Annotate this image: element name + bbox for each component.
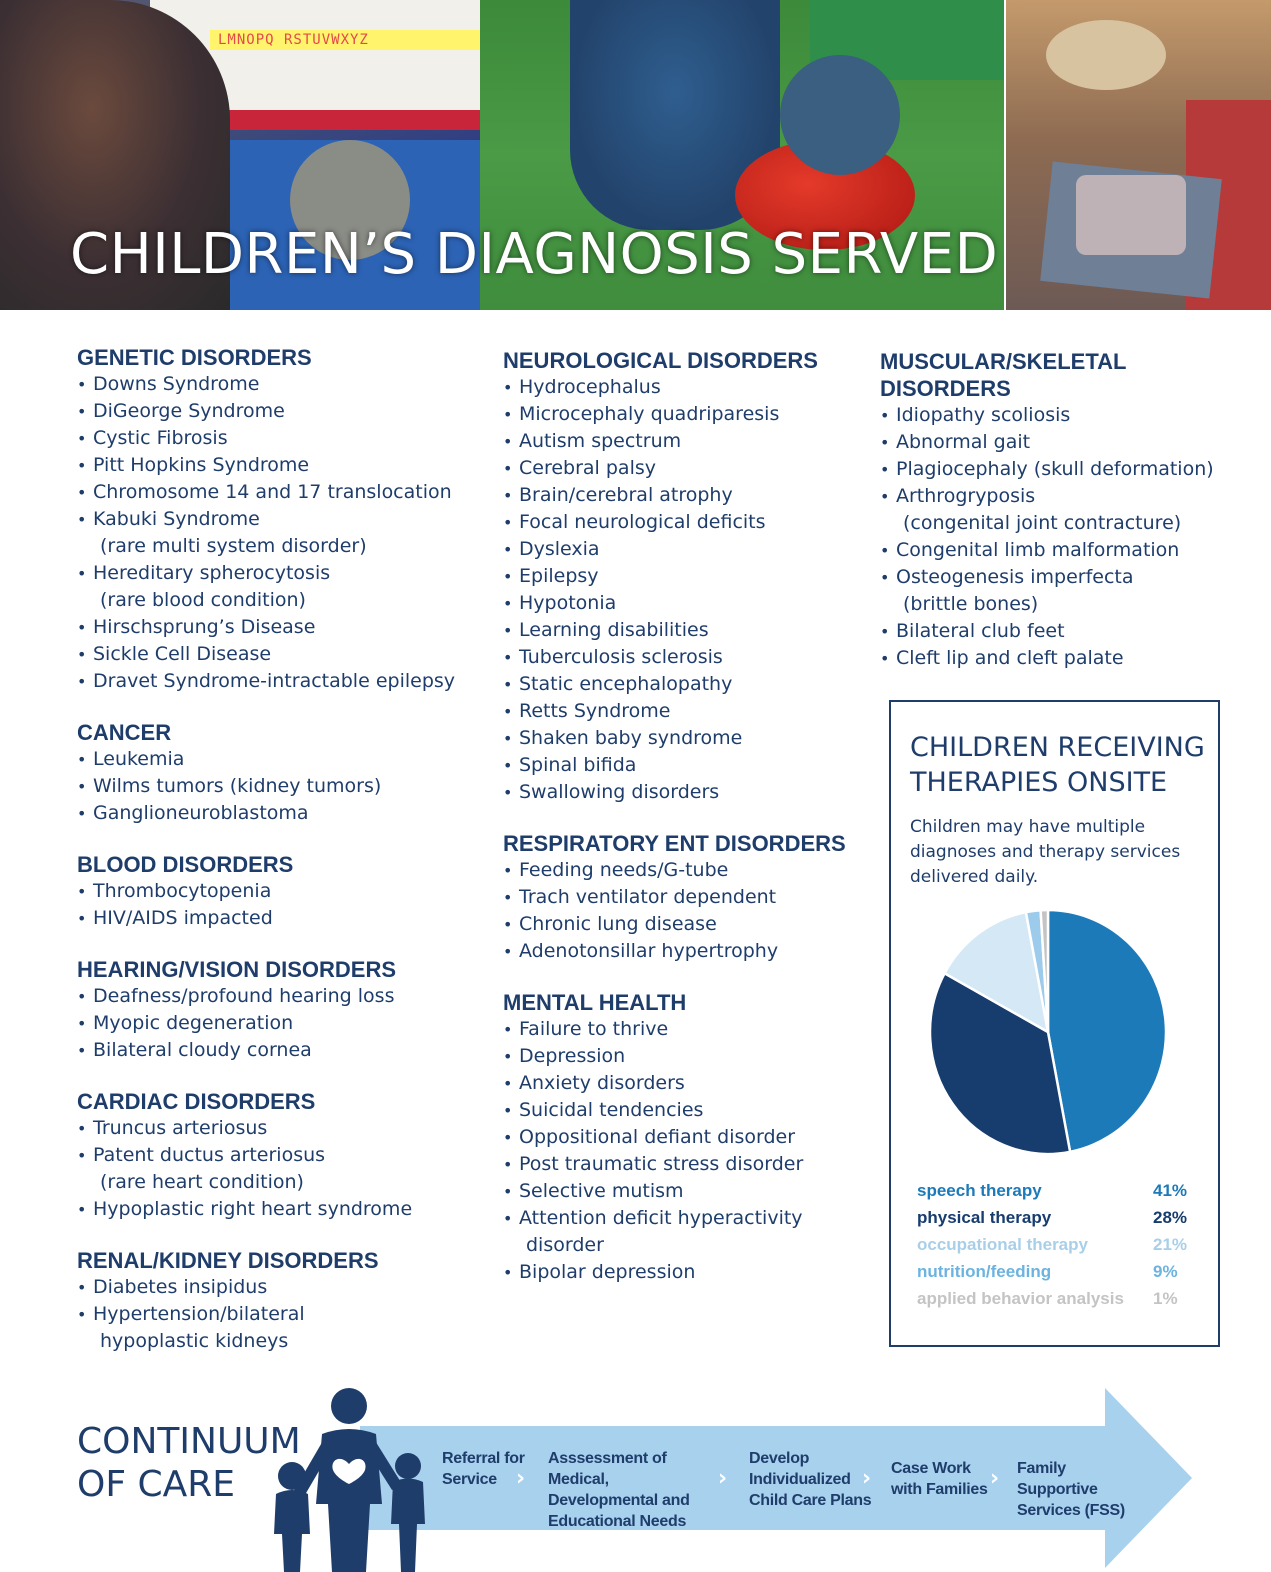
list-item: • Ganglioneuroblastoma — [77, 800, 487, 827]
diagnosis-list — [503, 857, 873, 965]
list-item: • HIV/AIDS impacted — [77, 905, 487, 932]
therapies-description: Children may have multiple diagnoses and therapy services delivered daily. — [910, 817, 1181, 887]
list-item: • Learning disabilities — [503, 617, 873, 644]
list-item: • Selective mutism — [503, 1178, 873, 1205]
list-item: • Hypotonia — [503, 590, 873, 617]
list-item: • Epilepsy — [503, 563, 873, 590]
list-item — [880, 483, 1250, 537]
section-respiratory — [503, 831, 873, 965]
section-heading: CANCER — [77, 720, 172, 745]
family-icon — [262, 1384, 432, 1572]
item-note: (congenital joint contracture) — [903, 512, 1182, 534]
list-item: • Hirschsprung’s Disease — [77, 614, 487, 641]
item-text: Hereditary spherocytosis — [93, 562, 331, 584]
legend-row — [917, 1204, 1197, 1231]
list-item: • Focal neurological deficits — [503, 509, 873, 536]
list-item: • Truncus arteriosus — [77, 1115, 487, 1142]
list-item: • Diabetes insipidus — [77, 1274, 487, 1301]
section-blood — [77, 852, 487, 932]
list-item — [880, 564, 1250, 618]
list-item: • Oppositional defiant disorder — [503, 1124, 873, 1151]
list-item: • Trach ventilator dependent — [503, 884, 873, 911]
legend-label: nutrition/feeding — [917, 1262, 1052, 1281]
list-item: • Shaken baby syndrome — [503, 725, 873, 752]
item-note: hypoplastic kidneys — [100, 1330, 289, 1352]
item-text: Osteogenesis imperfecta — [896, 566, 1134, 588]
blanket — [1076, 175, 1186, 255]
list-item: • DiGeorge Syndrome — [77, 398, 487, 425]
list-item: • Anxiety disorders — [503, 1070, 873, 1097]
section-genetic — [77, 345, 487, 695]
item-text: Arthrogryposis — [896, 485, 1036, 507]
list-item: • Adenotonsillar hypertrophy — [503, 938, 873, 965]
diagnosis-list — [77, 878, 487, 932]
therapies-panel — [889, 700, 1220, 1347]
item-note: (rare heart condition) — [100, 1171, 304, 1193]
legend-percent: 21% — [1153, 1235, 1188, 1254]
list-item: • Hypoplastic right heart syndrome — [77, 1196, 487, 1223]
legend-label: physical therapy — [917, 1208, 1052, 1227]
legend-label: applied behavior analysis — [917, 1289, 1124, 1308]
list-item: • Thrombocytopenia — [77, 878, 487, 905]
section-mental-health — [503, 990, 873, 1286]
section-heading: NEUROLOGICAL DISORDERS — [503, 348, 818, 373]
legend-percent: 1% — [1153, 1289, 1178, 1308]
diagnosis-list — [503, 374, 873, 806]
list-item: • Idiopathy scoliosis — [880, 402, 1250, 429]
list-item: • Leukemia — [77, 746, 487, 773]
step-referral: Referral for Service — [442, 1450, 525, 1488]
page-title: CHILDREN’S DIAGNOSIS SERVED — [70, 222, 999, 287]
legend-row — [917, 1258, 1197, 1285]
list-item: • Cystic Fibrosis — [77, 425, 487, 452]
list-item: • Chromosome 14 and 17 translocation — [77, 479, 487, 506]
item-note: disorder — [526, 1234, 604, 1256]
step-assessment: Asssessment of Medical, Developmental and Educational Needs — [548, 1450, 690, 1530]
continuum-title: CONTINUUM OF CARE — [77, 1421, 301, 1505]
chevron-right-icon: › — [990, 1466, 1000, 1491]
item-text: Attention deficit hyperactivity — [519, 1207, 803, 1229]
chevron-right-icon: › — [862, 1466, 872, 1491]
chevron-right-icon: › — [516, 1466, 526, 1491]
list-item: • Dravet Syndrome-intractable epilepsy — [77, 668, 487, 695]
alphabet-strip: LMNOPQ RSTUVWXYZ — [210, 30, 480, 50]
chevron-right-icon: › — [718, 1466, 728, 1491]
list-item — [77, 1301, 487, 1355]
diagnosis-list — [77, 371, 487, 695]
section-heading: MENTAL HEALTH — [503, 990, 687, 1015]
section-cancer — [77, 720, 487, 827]
diagnosis-list — [77, 983, 487, 1064]
legend-percent: 28% — [1153, 1208, 1188, 1227]
list-item: • Bilateral club feet — [880, 618, 1250, 645]
list-item: • Swallowing disorders — [503, 779, 873, 806]
list-item — [77, 560, 487, 614]
list-item: • Failure to thrive — [503, 1016, 873, 1043]
legend-percent: 9% — [1153, 1262, 1178, 1281]
section-heading: MUSCULAR/SKELETAL DISORDERS — [880, 349, 1127, 401]
list-item: • Brain/cerebral atrophy — [503, 482, 873, 509]
list-item: • Bilateral cloudy cornea — [77, 1037, 487, 1064]
diagnosis-list — [503, 1016, 873, 1286]
section-cardiac — [77, 1089, 487, 1223]
therapies-pie-chart — [928, 907, 1168, 1157]
section-heading: GENETIC DISORDERS — [77, 345, 312, 370]
diagnosis-list — [77, 1274, 487, 1355]
item-note: (rare multi system disorder) — [100, 535, 367, 557]
list-item: • Cerebral palsy — [503, 455, 873, 482]
list-item: • Autism spectrum — [503, 428, 873, 455]
list-item: • Wilms tumors (kidney tumors) — [77, 773, 487, 800]
table — [1046, 20, 1166, 90]
item-text: Kabuki Syndrome — [93, 508, 260, 530]
section-heading: HEARING/VISION DISORDERS — [77, 957, 397, 982]
item-note: (rare blood condition) — [100, 589, 306, 611]
therapies-legend — [917, 1177, 1197, 1312]
section-muscular-skeletal — [880, 348, 1250, 672]
list-item: • Feeding needs/G-tube — [503, 857, 873, 884]
list-item: • Suicidal tendencies — [503, 1097, 873, 1124]
section-renal — [77, 1248, 487, 1355]
list-item: • Myopic degeneration — [77, 1010, 487, 1037]
list-item: • Dyslexia — [503, 536, 873, 563]
child-figure — [780, 55, 900, 175]
legend-row — [917, 1231, 1197, 1258]
step-family-services: Family Supportive Services (FSS) — [1017, 1460, 1125, 1519]
diagnosis-list — [77, 1115, 487, 1223]
legend-percent: 41% — [1153, 1181, 1188, 1200]
list-item: • Sickle Cell Disease — [77, 641, 487, 668]
list-item — [77, 506, 487, 560]
diagnosis-list — [880, 402, 1250, 672]
list-item — [77, 1142, 487, 1196]
diagnosis-list — [77, 746, 487, 827]
list-item: • Deafness/profound hearing loss — [77, 983, 487, 1010]
list-item: • Downs Syndrome — [77, 371, 487, 398]
list-item: • Static encephalopathy — [503, 671, 873, 698]
column-right — [880, 348, 1250, 697]
list-item: • Bipolar depression — [503, 1259, 873, 1286]
column-left — [77, 345, 487, 1380]
section-heading: RENAL/KIDNEY DISORDERS — [77, 1248, 379, 1273]
list-item: • Retts Syndrome — [503, 698, 873, 725]
list-item: • Microcephaly quadriparesis — [503, 401, 873, 428]
list-item: • Pitt Hopkins Syndrome — [77, 452, 487, 479]
list-item: • Plagiocephaly (skull deformation) — [880, 456, 1250, 483]
section-heading: BLOOD DISORDERS — [77, 852, 294, 877]
section-heading: CARDIAC DISORDERS — [77, 1089, 316, 1114]
section-neurological — [503, 348, 873, 806]
step-case-work: Case Work with Families — [891, 1460, 988, 1498]
section-hearing — [77, 957, 487, 1064]
therapies-title: CHILDREN RECEIVING THERAPIES ONSITE — [910, 732, 1205, 798]
list-item: • Tuberculosis sclerosis — [503, 644, 873, 671]
list-item — [503, 1205, 873, 1259]
legend-row — [917, 1177, 1197, 1204]
list-item: • Depression — [503, 1043, 873, 1070]
section-heading: RESPIRATORY ENT DISORDERS — [503, 831, 846, 856]
list-item: • Hydrocephalus — [503, 374, 873, 401]
item-text: Patent ductus arteriosus — [93, 1144, 326, 1166]
step-care-plans: Develop Individualized Child Care Plans — [749, 1450, 872, 1509]
legend-label: speech therapy — [917, 1181, 1042, 1200]
list-item: • Congenital limb malformation — [880, 537, 1250, 564]
legend-label: occupational therapy — [917, 1235, 1088, 1254]
item-text: Hypertension/bilateral — [93, 1303, 305, 1325]
item-note: (brittle bones) — [903, 593, 1039, 615]
list-item: • Abnormal gait — [880, 429, 1250, 456]
pie-slice-speech-therapy — [1048, 910, 1166, 1152]
list-item: • Post traumatic stress disorder — [503, 1151, 873, 1178]
list-item: • Spinal bifida — [503, 752, 873, 779]
list-item: • Chronic lung disease — [503, 911, 873, 938]
legend-row — [917, 1285, 1197, 1312]
header-banner — [0, 0, 1271, 310]
column-middle — [503, 348, 873, 1311]
photo-child-resting — [1006, 0, 1271, 310]
list-item: • Cleft lip and cleft palate — [880, 645, 1250, 672]
